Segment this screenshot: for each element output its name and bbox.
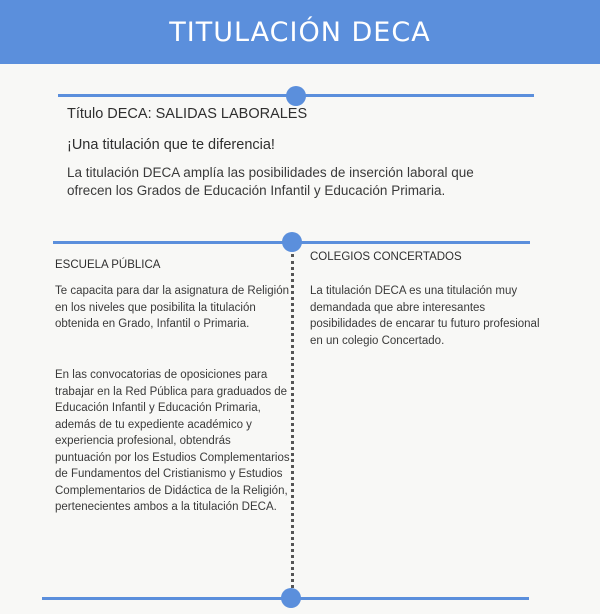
page-title: TITULACIÓN DECA <box>169 16 431 48</box>
section-subtitle: Título DECA: SALIDAS LABORALES <box>67 106 308 122</box>
intro-text: La titulación DECA amplía las posibilidades de inserción laboral que ofrecen los Grados de Educación Infantil y Educación Primaria. <box>67 165 474 198</box>
escuela-publica-title: ESCUELA PÚBLICA <box>55 259 161 271</box>
middle-divider-dot <box>282 232 302 252</box>
bottom-divider-dot <box>281 588 301 608</box>
column-separator <box>291 254 294 594</box>
header-banner <box>0 0 600 64</box>
escuela-publica-paragraph-2: En las convocatorias de oposiciones para trabajar en la Red Pública para graduados de Educación Infantil y Educación Primaria, además de tu expediente académico y experiencia profesional, obtendrás puntuación por los Estudios Complementarios de Fundamentos del Cristianismo y Estudios Complementarios de Didáctica de la Religión, pertenecientes ambos a la titulación DECA. <box>55 369 290 513</box>
tagline: ¡Una titulación que te diferencia! <box>67 137 275 153</box>
top-divider-dot <box>286 86 306 106</box>
escuela-publica-paragraph-1: Te capacita para dar la asignatura de Religión en los niveles que posibilita la titulación obtenida en Grado, Infantil o Primaria. <box>55 285 289 330</box>
colegios-concertados-title: COLEGIOS CONCERTADOS <box>310 251 462 263</box>
colegios-concertados-paragraph: La titulación DECA es una titulación muy demandada que abre interesantes posibilidades de encarar tu futuro profesional en un colegio Concertado. <box>310 285 540 347</box>
